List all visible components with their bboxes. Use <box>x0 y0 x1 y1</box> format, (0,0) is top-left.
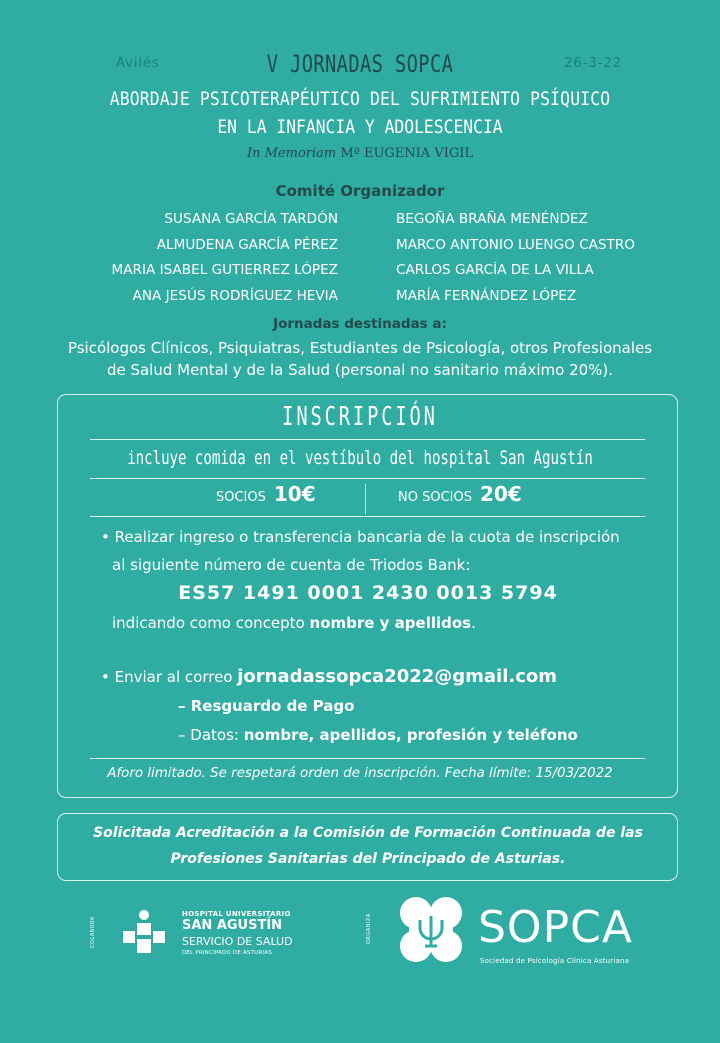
payment-instruction-line1: • Realizar ingreso o transferencia bancaria de la cuota de inscripción <box>101 528 620 546</box>
lunch-note: incluye comida en el vestíbulo del hospital San Agustín <box>127 447 593 469</box>
audience-line1: Psicólogos Clínicos, Psiquiatras, Estudiantes de Psicología, otros Profesionales <box>67 339 653 357</box>
main-title-line1: ABORDAJE PSICOTERAPÉUTICO DEL SUFRIMIENTO PSÍQUICO <box>109 88 611 110</box>
payment-instruction-line2: al siguiente número de cuenta de Triodos Bank: <box>112 556 471 574</box>
date-label: 26-3-22 <box>564 56 622 71</box>
divider <box>90 439 645 440</box>
email-prefix: • Enviar al correo <box>101 668 233 686</box>
email-instruction <box>101 666 557 687</box>
hospital-cross-icon <box>122 908 166 954</box>
comite-member: ALMUDENA GARCÍA PÉREZ <box>156 236 338 253</box>
members-amount: 10€ <box>273 482 316 506</box>
comite-member: BEGOÑA BRAÑA MENÉNDEZ <box>396 211 588 227</box>
accreditation-line1: Solicitada Acreditación a la Comisión de Formación Continuada de las <box>93 825 643 841</box>
bank-account-number: ES57 1491 0001 2430 0013 5794 <box>178 582 558 604</box>
registration-title: INSCRIPCIÓN <box>282 402 438 432</box>
comite-member: ANA JESÚS RODRÍGUEZ HEVIA <box>132 287 338 304</box>
city-label: Avilés <box>116 56 160 71</box>
comite-member: MARIA ISABEL GUTIERREZ LÓPEZ <box>111 262 338 278</box>
members-price <box>216 482 316 506</box>
memoriam-label: In Memoriam <box>246 146 337 161</box>
comite-member: SUSANA GARCÍA TARDÓN <box>164 211 338 227</box>
collaborates-label: COLABORA <box>90 916 96 948</box>
non-members-amount: 20€ <box>479 482 522 506</box>
accreditation-box <box>57 813 678 881</box>
main-title-line2: EN LA INFANCIA Y ADOLESCENCIA <box>217 116 503 138</box>
hospital-name-line3: SERVICIO DE SALUD <box>182 935 293 948</box>
divider <box>90 478 645 479</box>
comite-member: CARLOS GARCÍA DE LA VILLA <box>396 262 594 278</box>
divider <box>90 758 645 759</box>
concept-bold: nombre y apellidos <box>309 614 472 632</box>
members-label: SOCIOS <box>216 490 266 505</box>
sopca-subtitle: Sociedad de Psicología Clínica Asturiana <box>480 957 630 965</box>
edition-title: V JORNADAS SOPCA <box>266 50 454 78</box>
data-prefix: – Datos: <box>178 726 239 744</box>
price-separator <box>365 484 366 514</box>
accreditation-line2: Profesiones Sanitarias del Principado de Asturias. <box>170 851 566 867</box>
hospital-name-line1: HOSPITAL UNIVERSITARIO <box>182 910 291 918</box>
required-item-data <box>178 726 578 744</box>
concept-prefix: indicando como concepto <box>112 614 305 632</box>
non-members-price <box>398 482 522 506</box>
hospital-name-line4: DEL PRINCIPADO DE ASTURIAS <box>182 950 272 956</box>
hospital-name-line2: SAN AGUSTÍN <box>182 918 283 933</box>
non-members-label: NO SOCIOS <box>398 490 472 505</box>
payment-concept <box>112 614 476 632</box>
in-memoriam <box>0 146 720 161</box>
required-item-receipt: – Resguardo de Pago <box>178 697 355 715</box>
sopca-name: SOPCA <box>478 902 633 953</box>
sopca-psi-icon <box>396 896 466 966</box>
email-address[interactable]: jornadassopca2022@gmail.com <box>237 666 558 687</box>
audience-title: Jornadas destinadas a: <box>273 316 447 332</box>
memoriam-name: Mª EUGENIA VIGIL <box>340 146 474 161</box>
concept-suffix: . <box>471 614 476 632</box>
capacity-note: Aforo limitado. Se respetará orden de inscripción. Fecha límite: 15/03/2022 <box>107 766 613 781</box>
data-fields: nombre, apellidos, profesión y teléfono <box>243 726 578 744</box>
organizes-label: ORGANIZA <box>366 913 372 944</box>
audience-line2: de Salud Mental y de la Salud (personal no sanitario máximo 20%). <box>106 361 614 379</box>
audience-text <box>40 337 680 381</box>
comite-title: Comité Organizador <box>275 182 445 200</box>
comite-member: MARCO ANTONIO LUENGO CASTRO <box>396 236 636 253</box>
comite-left-column <box>112 207 339 309</box>
comite-member: MARÍA FERNÁNDEZ LÓPEZ <box>396 287 577 304</box>
divider <box>90 516 645 517</box>
comite-right-column <box>396 207 635 309</box>
